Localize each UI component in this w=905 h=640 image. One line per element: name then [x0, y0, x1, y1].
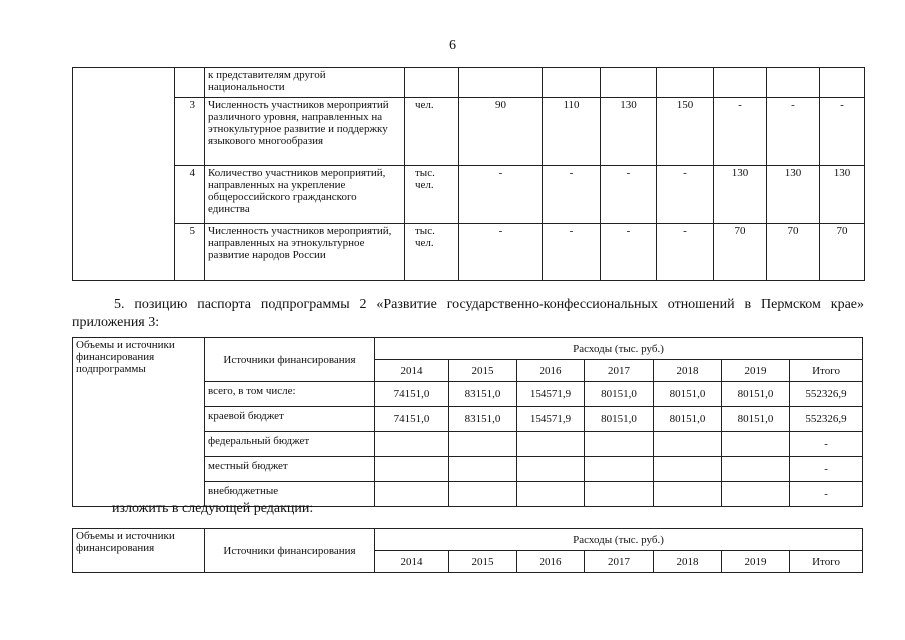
- amount-cell: [654, 432, 722, 457]
- value-cell: 130: [601, 98, 657, 166]
- indicator-group-cell: [73, 68, 175, 281]
- total-cell: 552326,9: [790, 407, 863, 432]
- value-cell: 110: [543, 98, 601, 166]
- total-header: Итого: [790, 360, 863, 382]
- table-row: [73, 529, 863, 551]
- value-cell: -: [767, 98, 820, 166]
- amount-cell: 154571,9: [517, 382, 585, 407]
- expenses-header: Расходы (тыс. руб.): [375, 338, 863, 360]
- value-cell: [820, 68, 865, 98]
- year-header: 2018: [654, 551, 722, 573]
- year-header: 2017: [585, 360, 654, 382]
- indicator-name: Численность участников мероприятий, направленных на этнокультурное развитие народов России: [205, 224, 405, 281]
- value-cell: [657, 68, 714, 98]
- amount-cell: 80151,0: [585, 407, 654, 432]
- table-row: [73, 224, 865, 281]
- value-cell: -: [459, 166, 543, 224]
- row-number: 4: [175, 166, 205, 224]
- amount-cell: [722, 432, 790, 457]
- page-number: 6: [449, 38, 456, 53]
- paragraph-new-edition: изложить в следующей редакции:: [112, 501, 314, 516]
- amount-cell: [517, 457, 585, 482]
- amount-cell: 83151,0: [449, 407, 517, 432]
- amount-cell: [449, 432, 517, 457]
- value-cell: [459, 68, 543, 98]
- value-cell: -: [714, 98, 767, 166]
- indicator-name: Количество участников мероприятий, направленных на укрепление общероссийского гражданского единства: [205, 166, 405, 224]
- value-cell: -: [820, 98, 865, 166]
- financing-table-old: [72, 337, 863, 507]
- value-cell: 130: [820, 166, 865, 224]
- amount-cell: 80151,0: [585, 382, 654, 407]
- year-header: 2014: [375, 360, 449, 382]
- total-cell: 552326,9: [790, 382, 863, 407]
- year-header: 2014: [375, 551, 449, 573]
- amount-cell: [722, 457, 790, 482]
- value-cell: 90: [459, 98, 543, 166]
- indicator-name: к представителям другой национальности: [205, 68, 405, 98]
- unit-cell: тыс. чел.: [405, 166, 459, 224]
- value-cell: 130: [767, 166, 820, 224]
- paragraph-subprogram-position: 5. позицию паспорта подпрограммы 2 «Развитие государственно-конфессиональных отношений в Пермском крае» приложения 3:: [72, 297, 864, 330]
- table-row: [73, 338, 863, 360]
- amount-cell: [449, 457, 517, 482]
- amount-cell: 80151,0: [722, 382, 790, 407]
- source-label: всего, в том числе:: [205, 382, 375, 407]
- amount-cell: [654, 457, 722, 482]
- amount-cell: 74151,0: [375, 382, 449, 407]
- value-cell: -: [657, 166, 714, 224]
- amount-cell: [654, 482, 722, 507]
- amount-cell: [375, 432, 449, 457]
- amount-cell: [722, 482, 790, 507]
- row-number: 5: [175, 224, 205, 281]
- value-cell: 150: [657, 98, 714, 166]
- year-header: 2016: [517, 551, 585, 573]
- unit-cell: тыс. чел.: [405, 224, 459, 281]
- source-label: внебюджетные: [205, 482, 375, 507]
- financing-table-new: [72, 528, 863, 573]
- row-number: [175, 68, 205, 98]
- amount-cell: [375, 457, 449, 482]
- total-cell: -: [790, 457, 863, 482]
- indicator-name: Численность участников мероприятий различного уровня, направленных на этнокультурное развитие и поддержку языкового многообразия: [205, 98, 405, 166]
- year-header: 2019: [722, 551, 790, 573]
- year-header: 2016: [517, 360, 585, 382]
- value-cell: [601, 68, 657, 98]
- value-cell: 70: [714, 224, 767, 281]
- indicators-table: [72, 67, 865, 281]
- value-cell: -: [601, 224, 657, 281]
- financing-volume-label: Объемы и источники финансирования: [73, 529, 205, 573]
- amount-cell: 80151,0: [722, 407, 790, 432]
- year-header: 2015: [449, 360, 517, 382]
- value-cell: [543, 68, 601, 98]
- amount-cell: 80151,0: [654, 382, 722, 407]
- value-cell: -: [543, 166, 601, 224]
- value-cell: -: [601, 166, 657, 224]
- year-header: 2017: [585, 551, 654, 573]
- value-cell: 70: [820, 224, 865, 281]
- value-cell: 70: [767, 224, 820, 281]
- source-label: краевой бюджет: [205, 407, 375, 432]
- amount-cell: [585, 457, 654, 482]
- financing-volume-label: Объемы и источники финансирования подпрограммы: [73, 338, 205, 507]
- amount-cell: 80151,0: [654, 407, 722, 432]
- amount-cell: 154571,9: [517, 407, 585, 432]
- value-cell: -: [459, 224, 543, 281]
- year-header: 2015: [449, 551, 517, 573]
- sources-header: Источники финансирования: [205, 338, 375, 382]
- total-cell: -: [790, 482, 863, 507]
- unit-cell: [405, 68, 459, 98]
- amount-cell: [517, 482, 585, 507]
- amount-cell: [585, 482, 654, 507]
- source-label: федеральный бюджет: [205, 432, 375, 457]
- amount-cell: 74151,0: [375, 407, 449, 432]
- sources-header: Источники финансирования: [205, 529, 375, 573]
- table-row: [73, 166, 865, 224]
- expenses-header: Расходы (тыс. руб.): [375, 529, 863, 551]
- amount-cell: 83151,0: [449, 382, 517, 407]
- table-row: [73, 98, 865, 166]
- row-number: 3: [175, 98, 205, 166]
- table-row: [73, 68, 865, 98]
- value-cell: 130: [714, 166, 767, 224]
- amount-cell: [449, 482, 517, 507]
- year-header: 2018: [654, 360, 722, 382]
- amount-cell: [517, 432, 585, 457]
- unit-cell: чел.: [405, 98, 459, 166]
- source-label: местный бюджет: [205, 457, 375, 482]
- amount-cell: [375, 482, 449, 507]
- year-header: 2019: [722, 360, 790, 382]
- amount-cell: [585, 432, 654, 457]
- total-cell: -: [790, 432, 863, 457]
- value-cell: [767, 68, 820, 98]
- value-cell: -: [543, 224, 601, 281]
- value-cell: -: [657, 224, 714, 281]
- total-header: Итого: [790, 551, 863, 573]
- value-cell: [714, 68, 767, 98]
